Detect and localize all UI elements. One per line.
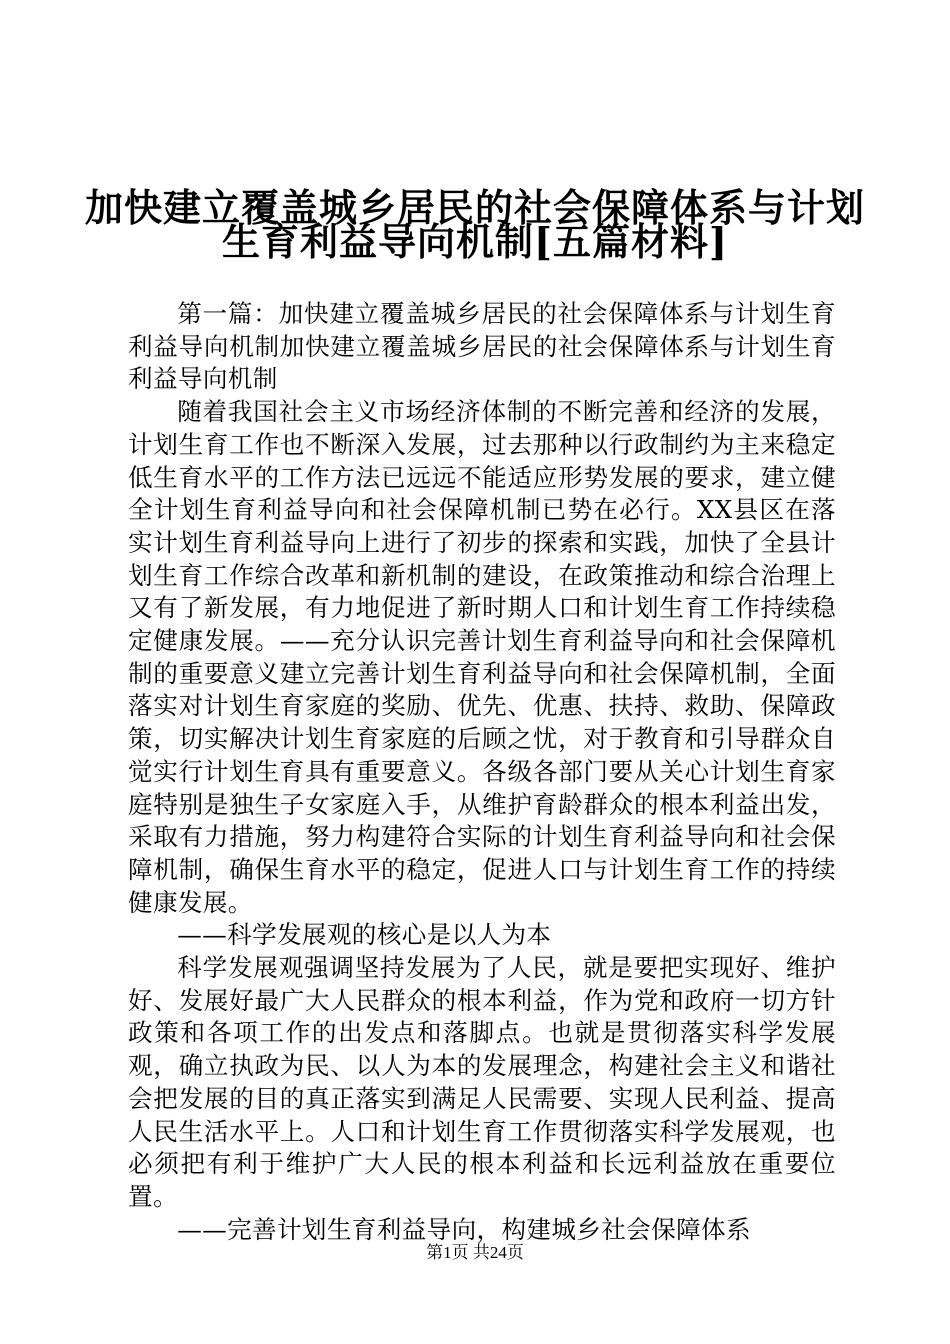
document-title-line-1: 加快建立覆盖城乡居民的社会保障体系与计划 — [84, 185, 865, 230]
page-footer: 第1页 共24页 — [426, 1243, 524, 1262]
paragraph-scientific-development: 科学发展观强调坚持发展为了人民，就是要把实现好、维护好、发展好最广大人民群众的根本利益，作为党和政府一切方针政策和各项工作的出发点和落脚点。也就是贯彻落实科学发展观，确立执政为民、以人为本的发展理念，构建社会主义和谐社会把发展的目的真正落实到满足人民需要、实现人民利益、提高人民生活水平上。人口和计划生育工作贯彻落实科学发展观，也必须把有利于维护广大人民的根本利益和长远利益放在重要位置。 — [128, 953, 836, 1211]
paragraph-chapter-heading: 第一篇：加快建立覆盖城乡居民的社会保障体系与计划生育利益导向机制加快建立覆盖城乡居民的社会保障体系与计划生育利益导向机制 — [128, 299, 836, 394]
paragraph-subheading-scientific-development: ——科学发展观的核心是以人为本 — [177, 920, 552, 950]
document-title-line-2: 生育利益导向机制[五篇材料] — [222, 219, 728, 264]
paragraph-background: 随着我国社会主义市场经济体制的不断完善和经济的发展，计划生育工作也不断深入发展，过去那种以行政制约为主来稳定低生育水平的工作方法已远远不能适应形势发展的要求，建立健全计划生育利益导向和社会保障机制已势在必行。XX县区在落实计划生育利益导向上进行了初步的探索和实践，加快了全县计划生育工作综合改革和新机制的建设，在政策推动和综合治理上又有了新发展，有力地促进了新时期人口和计划生育工作持续稳定健康发展。——充分认识完善计划生育利益导向和社会保障机制的重要意义建立完善计划生育利益导向和社会保障机制，全面落实对计划生育家庭的奖励、优先、优惠、扶持、救助、保障政策，切实解决计划生育家庭的后顾之忧，对于教育和引导群众自觉实行计划生育具有重要意义。各级各部门要从关心计划生育家庭特别是独生子女家庭入手，从维护育龄群众的根本利益出发，采取有力措施，努力构建符合实际的计划生育利益导向和社会保障机制，确保生育水平的稳定，促进人口与计划生育工作的持续健康发展。 — [128, 397, 836, 917]
document-body — [128, 298, 836, 1246]
paragraph-subheading-improve-guidance: ——完善计划生育利益导向，构建城乡社会保障体系 — [177, 1214, 751, 1244]
